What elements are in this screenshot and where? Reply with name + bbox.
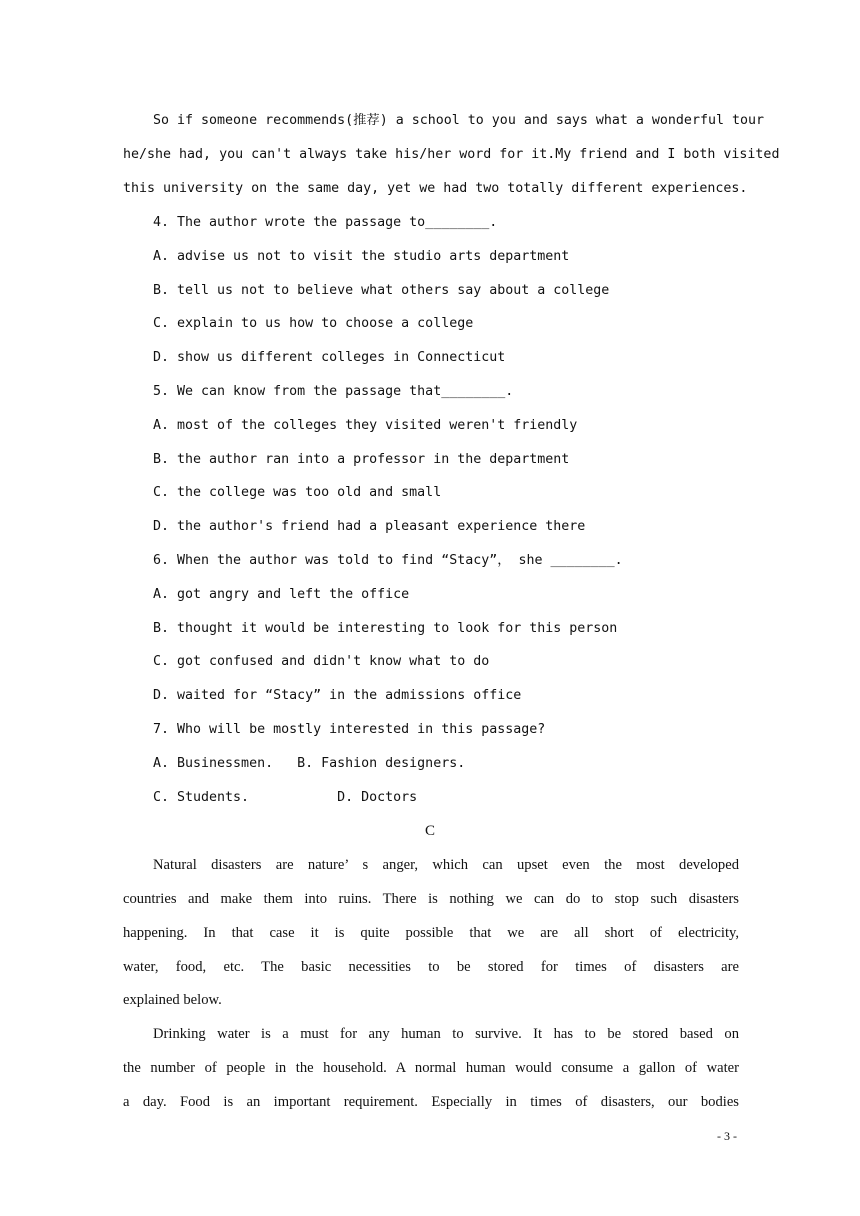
intro-line-2: he/she had, you can't always take his/her word for it.My friend and I both visited (123, 147, 780, 162)
section-c-p1-line-2: countries and make them into ruins. There is nothing we can do to stop such disasters (123, 891, 739, 907)
section-c-p1-line-5: explained below. (123, 992, 222, 1008)
question-5-option-c: C. the college was too old and small (153, 485, 442, 500)
section-c-heading: C (424, 823, 435, 839)
section-c-p2-line-3: a day. Food is an important requirement. Especially in times of disasters, our bodies (123, 1094, 739, 1110)
question-7-options-cd: C. Students. D. Doctors (153, 790, 418, 805)
section-c-p1-line-4: water, food, etc. The basic necessities to be stored for times of disasters are (123, 959, 739, 975)
section-c-p1-line-1: Natural disasters are nature’ s anger, which can upset even the most developed (153, 857, 739, 873)
question-6-option-c: C. got confused and didn't know what to do (153, 654, 490, 669)
question-6-option-d: D. waited for “Stacy” in the admissions office (153, 688, 522, 703)
section-c-p2-line-2: the number of people in the household. A normal human would consume a gallon of water (123, 1060, 739, 1076)
section-c-p2-line-1: Drinking water is a must for any human to survive. It has to be stored based on (153, 1026, 739, 1042)
question-6-option-a: A. got angry and left the office (153, 587, 410, 602)
question-4-option-b: B. tell us not to believe what others say about a college (153, 283, 610, 298)
section-c-p1-line-3: happening. In that case it is quite possible that we are all short of electricity, (123, 925, 739, 941)
intro-line-3: this university on the same day, yet we had two totally different experiences. (123, 181, 748, 196)
question-4-option-c: C. explain to us how to choose a college (153, 316, 474, 331)
question-4-option-a: A. advise us not to visit the studio arts department (153, 249, 570, 264)
question-5-stem: 5. We can know from the passage that________. (153, 384, 514, 399)
question-5-option-b: B. the author ran into a professor in the department (153, 452, 570, 467)
question-4-option-d: D. show us different colleges in Connecticut (153, 350, 506, 365)
question-6-option-b: B. thought it would be interesting to look for this person (153, 621, 618, 636)
question-5-option-d: D. the author's friend had a pleasant experience there (153, 519, 586, 534)
intro-line-1: So if someone recommends(推荐) a school to you and says what a wonderful tour (153, 113, 764, 128)
question-7-options-ab: A. Businessmen. B. Fashion designers. (153, 756, 466, 771)
question-6-stem: 6. When the author was told to find “Stacy”， she ________. (153, 553, 623, 568)
question-5-option-a: A. most of the colleges they visited weren't friendly (153, 418, 578, 433)
question-7-stem: 7. Who will be mostly interested in this passage? (153, 722, 546, 737)
question-4-stem: 4. The author wrote the passage to________. (153, 215, 498, 230)
page-number: - 3 - (717, 1129, 737, 1143)
